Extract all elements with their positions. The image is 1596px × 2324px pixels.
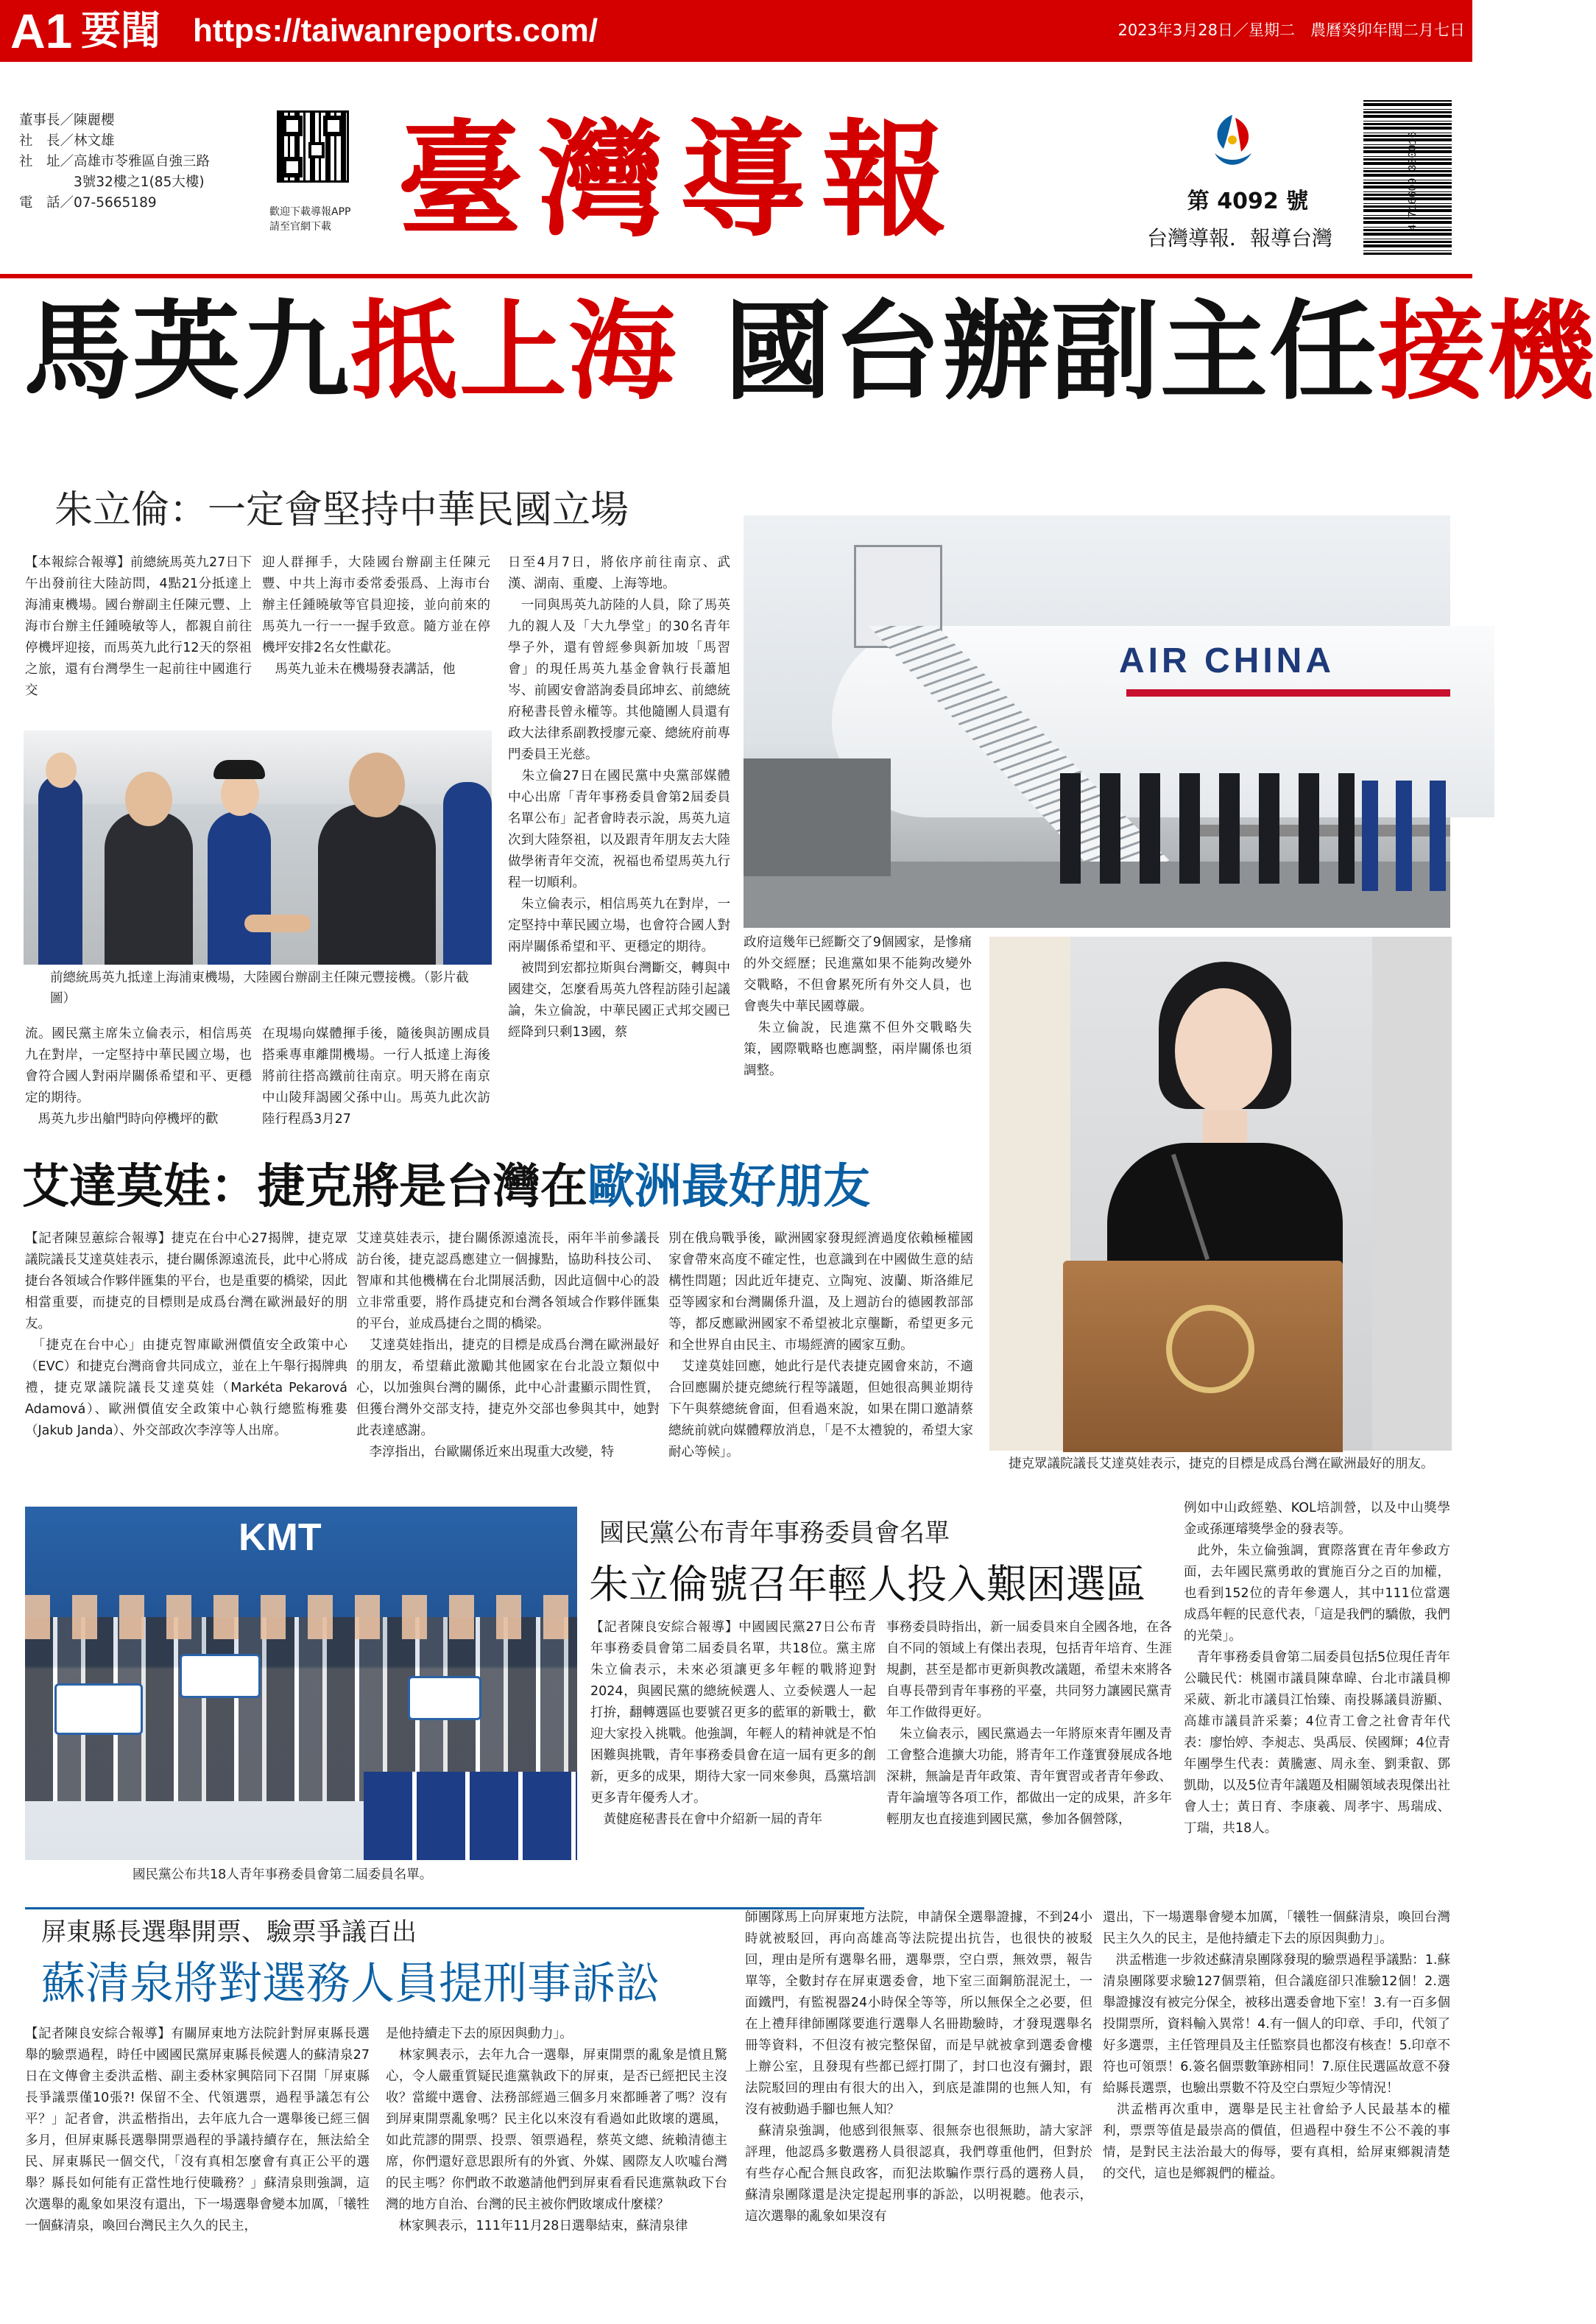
- qr-code[interactable]: [277, 110, 349, 183]
- qr-caption-line: 請至官網下載: [269, 221, 331, 233]
- story1-subhead: 朱立倫：一定會堅持中華民國立場: [54, 488, 629, 532]
- qr-caption-line: 歡迎下載導報APP: [269, 206, 351, 218]
- story2-col1: 【記者陳昱蕙綜合報導】捷克在台中心27揭牌，捷克眾議院議長艾達莫娃表示，捷台關係源遠流長，此中心將成捷台各領域合作夥伴匯集的平台，也是重要的橋梁，因此相當重要，而捷克的目標則是成爲台灣在歐洲最好的朋友。 「捷克在台中心」由捷克智庫歐洲價值安全政策中心（EVC）和捷克台灣商會共同成立，並在上午舉行揭牌典禮，捷克眾議院議長艾達莫娃（Markéta Pekarová Adamová）、歐洲價值安全政策中心執行總監梅雅婁（Jakub Janda）、外交部政次李淳等人出席。: [25, 1231, 347, 1438]
- story3-col3: 例如中山政經塾、KOL培訓營，以及中山獎學金或孫運璿獎學金的發表等。 此外，朱立倫強調，實際落實在青年參政方面，去年國民黨勇敢的實施百分之百的加權，也看到152位的青年參選人，其中111位當選成爲年輕的民意代表，「這是我們的驕傲，我們的光榮」。 青年事務委員會第二屆委員包括5位現任青年公職民代：桃園市議員陳韋暐、台北市議員柳采葳、新北市議員江怡臻、南投縣議員游顯、高雄市議員許采蓁；4位青工會之社會青年代表：廖怡婷、李昶志、吳禹辰、侯國輝；4位青年團學生代表：黃騰憲、周永奎、劉秉叡、鄧凱勛，以及5位青年議題及相關領域表現傑出社會人士；黃日育、李康羲、周孝宇、馬瑞成、丁瑞，共18人。: [1184, 1501, 1450, 1836]
- story4-kicker: 屏東縣長選舉開票、驗票爭議百出: [41, 1918, 417, 1947]
- site-url[interactable]: https://taiwanreports.com/: [193, 13, 598, 49]
- staff-line: 電 話／07-5665189: [19, 195, 157, 211]
- headline-part-red: 接機: [1378, 289, 1596, 415]
- issue-number: 第 4092 號: [1187, 189, 1309, 214]
- story1-col3: 日至4月7日，將依序前往南京、武漢、湖南、重慶、上海等地。 一同與馬英九訪陸的人員，除了馬英九的親人及「大九學堂」的30名青年學子外，還有曾經參與新加坡「馬習會」的現任馬英九基金會執行長蕭旭岑、前國安會諮詢委員邱坤玄、前總統府秘書長曾永權等。其他隨團人員還有政大法律系副教授廖元豪、總統府前專門委員王光慈。 朱立倫27日在國民黨中央黨部媒體中心出席「青年事務委員會第2屆委員名單公布」記者會時表示說，馬英九這次到大陸祭祖，以及跟青年朋友去大陸做學術青年交流，祝福也希望馬英九行程一切順利。 朱立倫表示，相信馬英九在對岸，一定堅持中華民國立場，也會符合國人對兩岸關係希望和平、更穩定的期待。 被問到宏都拉斯與台灣斷交，轉與中國建交，怎麼看馬英九啓程訪陸引起議論，朱立倫說，中華民國正式邦交國已經降到只剩13國，蔡: [508, 555, 730, 1040]
- story4-col4: 還出，下一場選舉會變本加厲，「犧牲一個蘇清泉，喚回台灣民主久久的民主，是他持續走下去的原因與動力」。 洪孟楷進一步敘述蘇清泉團隊發現的驗票過程爭議點：1.蘇清泉團隊要求驗127個票箱，但合議庭卻只准驗12個！2.選舉證據沒有被完分保全，被移出選委會地下室！3.有一百多個投開票所，資料輸入異常！4.有一個人的印章、手印，代領了好多選票，主任管理員及主任監察員也都沒有核查！5.印章不符也可領票！6.簽名個票數筆跡相同！7.原住民選區故意不發給縣長選票，也驗出票數不符及空白票短少等情況！ 洪孟楷再次重申，選舉是民主社會給予人民最基本的權利，票票等值是最崇高的價值，但過程中發生不公不義的事情，是對民主法治最大的侮辱，要有真相，給屏東鄉親清楚的交代，這也是鄉親們的權益。: [1103, 1910, 1450, 2181]
- air-china-text: AIR CHINA: [1119, 641, 1335, 680]
- date-line: 2023年3月28日／星期二 農曆癸卯年閏二月七日: [1117, 21, 1465, 39]
- staff-line: 社 址／高雄市苓雅區自強三路: [19, 154, 211, 169]
- photo1-caption: 前總統馬英九抵達上海浦東機場，大陸國台辦副主任陳元豐接機。（影片截圖）: [50, 971, 469, 1006]
- qr-caption: [269, 205, 365, 234]
- paper-logo: [1201, 110, 1263, 172]
- slogan: 台灣導報．報導台灣: [1146, 226, 1332, 250]
- story1-col4: 政府這幾年已經斷交了9個國家，是慘痛的外交經歷；民進黨如果不能夠改變外交戰略，不但會累死所有外交人員，也會喪失中華民國尊嚴。 朱立倫說，民進黨不但外交戰略失策，國際戰略也應調整，兩岸關係也須調整。: [744, 935, 972, 1078]
- story4-title: 蘇清泉將對選務人員提刑事訴訟: [41, 1958, 660, 2010]
- story4-top-rule: [25, 1907, 864, 1909]
- kmt-banner-text: KMT: [239, 1516, 322, 1559]
- kmt-caption: 國民黨公布共18人青年事務委員會第二屆委員名單。: [133, 1867, 433, 1882]
- story3-title: 朱立倫號召年輕人投入艱困選區: [589, 1561, 1145, 1608]
- story1-col1-top: 【本報綜合報導】前總統馬英九27日下午出發前往大陸訪問，4點21分抵達上海浦東機場。國台辦副主任陳元豐、上海市台辦主任鍾曉敏等人，都親自前往停機坪迎接，而馬英九此行12天的祭祖之旅，還有台灣學生一起前往中國進行交: [25, 555, 252, 698]
- staff-list: [19, 110, 262, 214]
- photo-airplane: [744, 515, 1450, 928]
- story2-col2: 艾達莫娃表示，捷台關係源遠流長，兩年半前參議長訪台後，捷克認爲應建立一個據點，協助科技公司、智庫和其他機構在台北開展活動，因此這個中心的設立非常重要，將作爲捷克和台灣各領域合作夥伴匯集的平台，並成爲捷台之間的橋梁。 艾達莫娃指出，捷克的目標是成爲台灣在歐洲最好的朋友，希望藉此激勵其他國家在台北設立類似中心，以加強與台灣的關係，此中心計畫顯示間性質，但獲台灣外交部支持，捷克外交部也參與其中，她對此表達感謝。 李淳指出，台歐關係近來出現重大改變，特: [356, 1231, 660, 1459]
- story3-kicker: 國民黨公布青年事務委員會名單: [599, 1518, 950, 1548]
- story2-title: [22, 1158, 870, 1216]
- speaker-caption: 捷克眾議院議長艾達莫娃表示，捷克的目標是成爲台灣在歐洲最好的朋友。: [1009, 1457, 1434, 1471]
- headline-part: 馬英九: [24, 289, 350, 415]
- story1-col1-bot: 流。國民黨主席朱立倫表示，相信馬英九在對岸，一定堅持中華民國立場，也會符合國人對兩岸關係希望和平、更穩定的期待。 馬英九步出艙門時向停機坪的歡: [25, 1027, 252, 1127]
- story1-col2-top: 迎人群揮手，大陸國台辦副主任陳元豐、中共上海市委常委張爲、上海市台辦主任鍾曉敏等官員迎接，並向前來的馬英九一行一一握手致意。隨方並在停機坪安排2名女性獻花。 馬英九並未在機場發表講話，他: [262, 555, 490, 677]
- staff-line: 董事長／陳麗櫻: [19, 113, 115, 128]
- story4-col1: 【記者陳良安綜合報導】有關屏東地方法院針對屏東縣長選舉的驗票過程，時任中國國民黨屏東縣長候選人的蘇清泉27日在文傳會主委洪孟楷、副主委林家興陪同下召開「屏東縣長爭議票僅10張?! 保留不全、代領選票，過程爭議怎有公平？」記者會，洪孟楷指出，去年底九合一選舉後已經三個多月，但屏東縣長選舉開票過程的爭議持續存在，無法給全民、屏東縣民一個交代，「沒有真相怎麼會有真正公平的選舉？縣長如何能有正當性地行使職務？」蘇清泉則強調，這次選舉的亂象如果沒有還出，下一場選舉會變本加厲，「犧牲一個蘇清泉，喚回台灣民主久久的民主，: [25, 2027, 370, 2233]
- photo-kmt-group: [25, 1507, 577, 1860]
- story2-title-black: 艾達莫娃：捷克將是台灣在: [22, 1160, 587, 1214]
- photo-speaker: [989, 937, 1452, 1451]
- staff-line: 3號32樓之1(85大樓): [19, 175, 205, 190]
- section-number: A1: [10, 4, 73, 58]
- story2-title-blue: 歐洲最好朋友: [587, 1160, 870, 1214]
- story2-col3: 別在俄烏戰爭後，歐洲國家發現經濟過度依賴極權國家會帶來高度不確定性，也意識到在中國做生意的結構性問題；因此近年捷克、立陶宛、波蘭、斯洛維尼亞等國家和台灣關係升溫，及上週訪台的德國教部部等，都反應歐洲國家不希望被北京壟斷，希望更多元和全世界自由民主、市場經濟的國家互動。 艾達莫娃回應，她此行是代表捷克國會來訪，不適合回應關於捷克總統行程等議題，但她很高興並期待下午與蔡總統會面，但看過來說，如果在開口邀請蔡總統前就向媒體釋放消息，「是不太禮貌的，希望大家耐心等候」。: [668, 1231, 973, 1459]
- story3-col1: 【記者陳良安綜合報導】中國國民黨27日公布青年事務委員會第二屆委員名單，共18位。黨主席朱立倫表示，未來必須讓更多年輕的戰將迎對2024，與國民黨的總統候選人、立委候選人一起打拚，翻轉選區也要號召更多的藍軍的新戰士，歡迎大家投入挑戰。他強調，年輕人的精神就是不怕困難與挑戰，青年事務委員會在這一屆有更多的創新，更多的成果，期待大家一同來參與，爲黨培訓更多青年優秀人才。 黃健庭秘書長在會中介紹新一屆的青年: [590, 1620, 876, 1827]
- story4-col2: 是他持續走下去的原因與動力」。 林家興表示，去年九合一選舉，屏東開票的亂象是憤且驚心，令人嚴重質疑民進黨執政下的屏東，是否已經把民主沒收？當縱中選會、法務部經過三個多月來都睡著了嗎？沒有到屏東開票亂象嗎？民主化以來沒有看過如此敗壞的選風，如此荒謬的開票、投票、領票過程，蔡英文總、統賴清德主席，你們還好意思跟所有的外賓、外媒、國際友人吹噓台灣的民主嗎？你們敢不敢邀請他們到屏東看看民進黨執政下台灣的地方自治、台灣的民主被你們敗壞成什麼樣？ 林家興表示，111年11月28日選舉結束，蘇清泉律: [386, 2027, 727, 2233]
- headline-part: 國台辦副主任: [724, 289, 1378, 415]
- headline-part-red: 抵上海: [350, 289, 677, 415]
- leaf-logo-icon: [1201, 110, 1263, 172]
- story4-col3: 師團隊馬上向屏東地方法院，申請保全選舉證據，不到24小時就被駁回，再向高雄高等法院提出抗告，也很快的被駁回，理由是所有選舉名冊，選舉票，空白票，無效票，報告單等，全數封存在屏東選委會，地下室三面鋼筋混泥土，一面鐵門，有監視器24小時保全等等，所以無保全之必要，但在上禮拜律師團隊要進行選舉人名冊勘驗時，才發現選舉名冊等資料，不但沒有被完整保留，而是早就被拿到選委會樓上辦公室，且發現有些都已經打開了，封口也沒有彌封，跟法院駁回的理由有很大的出入，到底是誰開的也無人知，有沒有被動過手腳也無人知？ 蘇清泉強調，他感到很無辜、很無奈也很無助，請大家評評理，他認爲多數選務人員很認真，我們尊重他們，但對於有些存心配合無良政客，而犯法欺騙作票行爲的選務人員，蘇清泉團隊還是決定提起刑事的訴訟，以明視聽。他表示，這次選舉的亂象如果沒有: [745, 1910, 1092, 2224]
- staff-line: 社 長／林文雄: [19, 133, 115, 149]
- barcode-digits: 4 716609 330016: [1407, 131, 1419, 231]
- story1-col2-bot: 在現場向媒體揮手後，隨後與訪團成員搭乘專車離開機場。一行人抵達上海後將前往搭高鐵前往南京。明天將在南京中山陵拜謁國父孫中山。馬英九此次訪陸行程爲3月27: [262, 1027, 490, 1127]
- masthead-rule: [0, 274, 1472, 278]
- paper-title: 臺灣導報: [398, 107, 964, 254]
- section-name: 要聞: [81, 7, 160, 54]
- photo-handshake: [24, 730, 492, 965]
- story3-col2: 事務委員時指出，新一屆委員來自全國各地，在各自不同的領域上有傑出表現，包括青年培育、生涯規劃，甚至是都市更新與教改議題，希望未來將各自專長帶到青年事務的平臺，共同努力讓國民黨青年工作做得更好。 朱立倫表示，國民黨過去一年將原來青年團及青工會整合進擴大功能，將青年工作蓬實發展成各地深耕，無論是青年政策、青年實習或者青年參政、青年論壇等各項工作，都做出一定的成果，許多年輕朋友也直接進到國民黨，參加各個營隊，: [886, 1620, 1172, 1827]
- main-headline: [24, 286, 1596, 418]
